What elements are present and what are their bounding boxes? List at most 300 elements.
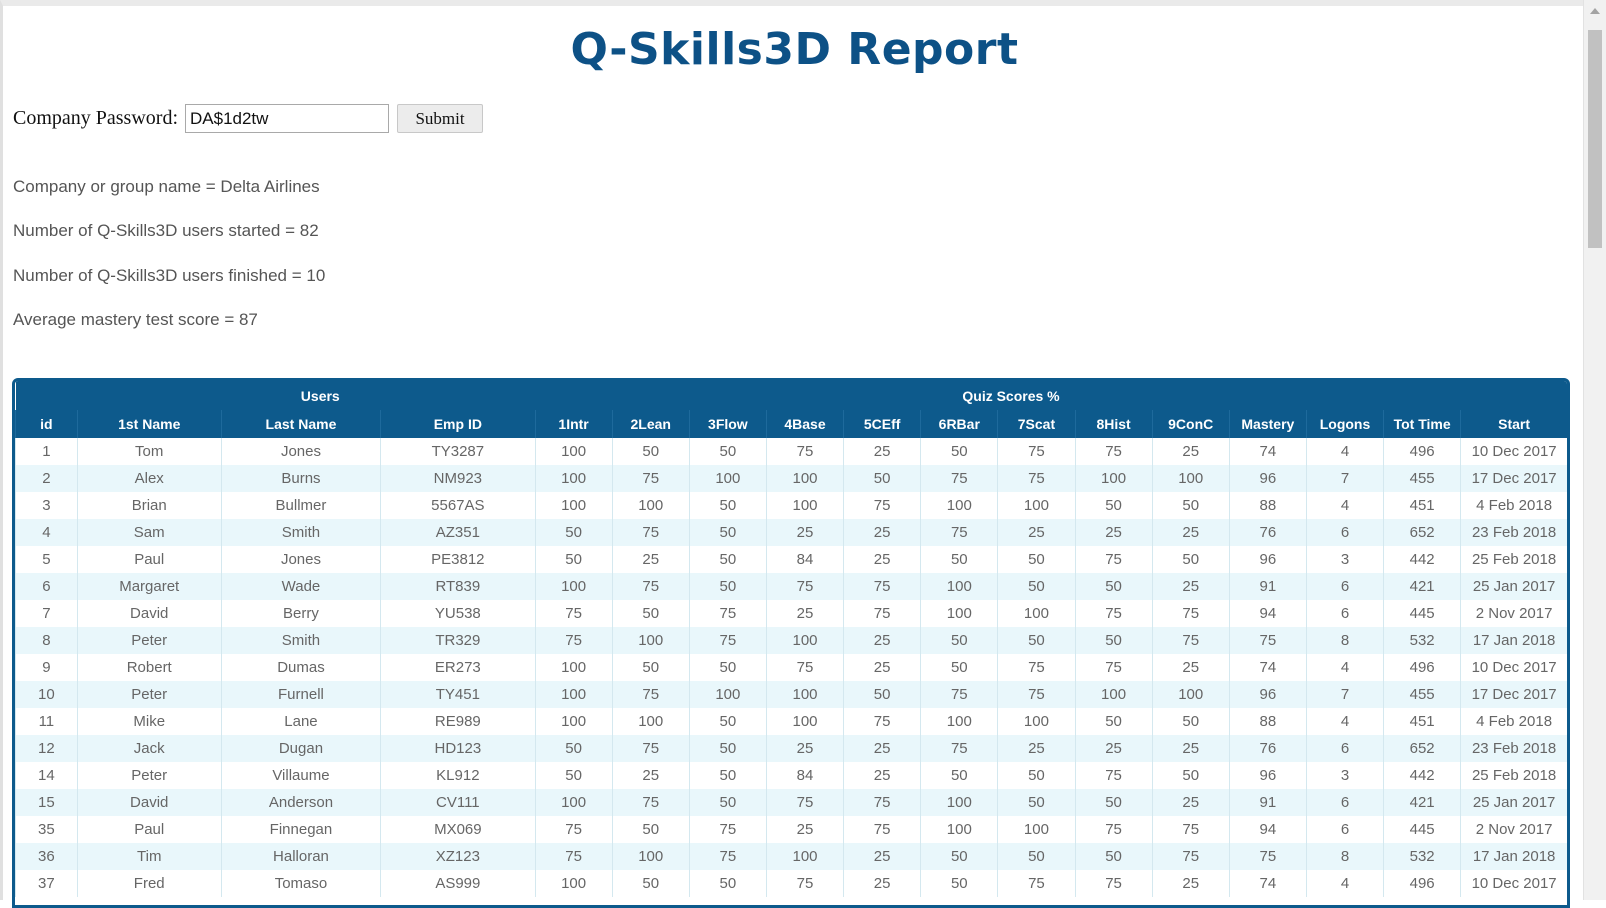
table-cell: 75: [612, 519, 689, 546]
table-cell: Wade: [221, 573, 380, 600]
table-cell: 75: [689, 843, 766, 870]
table-cell: 4: [1306, 492, 1383, 519]
table-cell: 75: [844, 573, 921, 600]
table-cell: 100: [766, 708, 843, 735]
table-cell: 75: [766, 654, 843, 681]
table-cell: 10 Dec 2017: [1461, 654, 1567, 681]
table-cell: 442: [1384, 762, 1461, 789]
table-cell: 3: [16, 492, 78, 519]
table-cell: 100: [1075, 681, 1152, 708]
table-cell: 75: [535, 816, 612, 843]
table-cell: 74: [1229, 654, 1306, 681]
table-cell: 25: [766, 816, 843, 843]
table-cell: 442: [1384, 546, 1461, 573]
table-cell: 100: [689, 465, 766, 492]
table-cell: Alex: [77, 465, 221, 492]
table-cell: 451: [1384, 492, 1461, 519]
table-cell: 50: [1075, 708, 1152, 735]
table-cell: 652: [1384, 735, 1461, 762]
column-header[interactable]: 9ConC: [1152, 410, 1229, 438]
column-header[interactable]: 7Scat: [998, 410, 1075, 438]
table-cell: 50: [1075, 789, 1152, 816]
table-cell: 7: [16, 600, 78, 627]
table-cell: 50: [689, 654, 766, 681]
column-header[interactable]: Last Name: [221, 410, 380, 438]
table-row: [16, 870, 1568, 897]
table-cell: 100: [612, 492, 689, 519]
table-cell: 75: [1152, 627, 1229, 654]
table-cell: 6: [1306, 600, 1383, 627]
table-cell: 50: [921, 627, 998, 654]
table-cell: 50: [535, 735, 612, 762]
table-row: [16, 816, 1568, 843]
column-header[interactable]: 1Intr: [535, 410, 612, 438]
table-cell: 50: [998, 546, 1075, 573]
table-cell: 100: [921, 600, 998, 627]
table-cell: 100: [998, 816, 1075, 843]
table-cell: 25: [844, 735, 921, 762]
table-row: [16, 735, 1568, 762]
table-cell: 50: [689, 573, 766, 600]
table-cell: 75: [1075, 870, 1152, 897]
table-cell: 14: [16, 762, 78, 789]
table-cell: 50: [998, 627, 1075, 654]
table-cell: 100: [921, 708, 998, 735]
table-cell: 50: [1075, 843, 1152, 870]
table-cell: 496: [1384, 654, 1461, 681]
table-cell: Smith: [221, 627, 380, 654]
table-cell: Finnegan: [221, 816, 380, 843]
table-cell: 100: [535, 870, 612, 897]
table-cell: 7: [1306, 681, 1383, 708]
table-cell: 11: [16, 708, 78, 735]
table-cell: 100: [535, 681, 612, 708]
table-cell: 4 Feb 2018: [1461, 492, 1567, 519]
table-cell: 100: [535, 708, 612, 735]
table-row: [16, 681, 1568, 708]
table-cell: 17 Jan 2018: [1461, 627, 1567, 654]
table-cell: Bullmer: [221, 492, 380, 519]
table-cell: 75: [998, 465, 1075, 492]
table-cell: 421: [1384, 573, 1461, 600]
table-cell: Villaume: [221, 762, 380, 789]
table-cell: 100: [1075, 465, 1152, 492]
column-header[interactable]: id: [16, 410, 78, 438]
table-cell: 75: [1075, 438, 1152, 465]
table-row: [16, 762, 1568, 789]
table-cell: 100: [689, 681, 766, 708]
table-cell: 25: [844, 627, 921, 654]
table-cell: TY451: [381, 681, 535, 708]
table-cell: 100: [535, 654, 612, 681]
table-cell: 75: [535, 600, 612, 627]
table-row: [16, 789, 1568, 816]
table-cell: 75: [998, 870, 1075, 897]
table-cell: PE3812: [381, 546, 535, 573]
table-cell: 75: [844, 816, 921, 843]
table-cell: 451: [1384, 708, 1461, 735]
table-cell: 6: [16, 573, 78, 600]
table-cell: Margaret: [77, 573, 221, 600]
column-header[interactable]: 4Base: [766, 410, 843, 438]
column-header[interactable]: Emp ID: [381, 410, 535, 438]
table-cell: 100: [998, 492, 1075, 519]
table-cell: 17 Dec 2017: [1461, 681, 1567, 708]
table-cell: 50: [921, 654, 998, 681]
table-cell: 10 Dec 2017: [1461, 870, 1567, 897]
password-input[interactable]: [185, 104, 389, 133]
table-cell: 75: [1152, 843, 1229, 870]
table-cell: 50: [612, 816, 689, 843]
table-cell: 6: [1306, 816, 1383, 843]
table-cell: 75: [921, 681, 998, 708]
table-cell: 50: [689, 735, 766, 762]
column-header[interactable]: Mastery: [1229, 410, 1306, 438]
table-cell: Mike: [77, 708, 221, 735]
table-row: [16, 465, 1568, 492]
table-cell: 75: [1075, 816, 1152, 843]
table-cell: 532: [1384, 627, 1461, 654]
quiz-scores-group-header: Quiz Scores %: [535, 381, 1567, 410]
table-cell: 2 Nov 2017: [1461, 816, 1567, 843]
table-cell: 75: [998, 438, 1075, 465]
table-cell: 100: [998, 708, 1075, 735]
table-cell: 36: [16, 843, 78, 870]
table-cell: 100: [921, 789, 998, 816]
report-table-container: [12, 378, 1570, 908]
table-cell: Paul: [77, 546, 221, 573]
table-cell: Burns: [221, 465, 380, 492]
table-cell: 25: [844, 870, 921, 897]
password-label: Company Password:: [13, 107, 178, 129]
table-cell: 100: [1152, 681, 1229, 708]
table-cell: 75: [766, 438, 843, 465]
table-cell: 50: [612, 438, 689, 465]
table-cell: 50: [689, 762, 766, 789]
table-cell: 50: [535, 519, 612, 546]
table-row: [16, 438, 1568, 465]
table-cell: 100: [766, 681, 843, 708]
table-row: [16, 843, 1568, 870]
table-cell: 4: [1306, 438, 1383, 465]
table-cell: 96: [1229, 681, 1306, 708]
table-cell: 75: [612, 465, 689, 492]
table-cell: 5567AS: [381, 492, 535, 519]
table-cell: 9: [16, 654, 78, 681]
table-cell: 532: [1384, 843, 1461, 870]
submit-button[interactable]: Submit: [397, 104, 483, 133]
table-cell: 100: [535, 573, 612, 600]
table-row: [16, 654, 1568, 681]
table-cell: 6: [1306, 519, 1383, 546]
table-cell: 25: [1152, 438, 1229, 465]
table-cell: 25: [612, 762, 689, 789]
table-cell: 100: [535, 492, 612, 519]
table-cell: 25: [766, 735, 843, 762]
table-cell: 75: [612, 735, 689, 762]
column-header[interactable]: 6RBar: [921, 410, 998, 438]
table-cell: 25: [844, 519, 921, 546]
table-cell: 75: [998, 681, 1075, 708]
table-cell: 1: [16, 438, 78, 465]
table-cell: 75: [689, 600, 766, 627]
table-cell: 25: [1152, 870, 1229, 897]
table-cell: 100: [1152, 465, 1229, 492]
table-cell: 50: [689, 708, 766, 735]
table-cell: 445: [1384, 600, 1461, 627]
table-cell: 76: [1229, 735, 1306, 762]
table-cell: 75: [998, 654, 1075, 681]
table-cell: Paul: [77, 816, 221, 843]
table-cell: Halloran: [221, 843, 380, 870]
table-cell: 25: [1075, 519, 1152, 546]
table-cell: 50: [998, 573, 1075, 600]
table-cell: 100: [921, 492, 998, 519]
table-cell: 25: [998, 519, 1075, 546]
table-cell: 652: [1384, 519, 1461, 546]
table-cell: 100: [612, 843, 689, 870]
table-cell: 25: [998, 735, 1075, 762]
table-cell: 75: [844, 708, 921, 735]
table-cell: YU538: [381, 600, 535, 627]
table-cell: 100: [535, 789, 612, 816]
column-header[interactable]: 2Lean: [612, 410, 689, 438]
table-cell: CV111: [381, 789, 535, 816]
table-row: [16, 546, 1568, 573]
table-cell: 74: [1229, 438, 1306, 465]
table-cell: 4: [1306, 870, 1383, 897]
table-cell: 75: [1152, 816, 1229, 843]
table-cell: 25 Feb 2018: [1461, 762, 1567, 789]
column-header[interactable]: Start: [1461, 410, 1567, 438]
table-cell: 100: [535, 465, 612, 492]
table-cell: Tom: [77, 438, 221, 465]
table-cell: Lane: [221, 708, 380, 735]
table-cell: Peter: [77, 762, 221, 789]
table-cell: 84: [766, 762, 843, 789]
table-cell: 75: [844, 600, 921, 627]
table-body: [16, 438, 1568, 897]
table-cell: 25: [844, 546, 921, 573]
table-cell: 25 Jan 2017: [1461, 573, 1567, 600]
table-cell: Peter: [77, 681, 221, 708]
table-cell: 455: [1384, 465, 1461, 492]
table-row: [16, 519, 1568, 546]
table-cell: Smith: [221, 519, 380, 546]
table-cell: 75: [689, 627, 766, 654]
table-cell: 50: [921, 546, 998, 573]
column-header[interactable]: Tot Time: [1384, 410, 1461, 438]
table-cell: 50: [921, 762, 998, 789]
table-cell: TY3287: [381, 438, 535, 465]
page-title: Q-Skills3D Report: [570, 24, 1019, 75]
table-cell: 12: [16, 735, 78, 762]
table-cell: 50: [689, 789, 766, 816]
table-cell: 75: [535, 843, 612, 870]
table-cell: 496: [1384, 438, 1461, 465]
column-header-row: [16, 410, 1568, 438]
table-cell: 4: [1306, 708, 1383, 735]
table-cell: 75: [844, 492, 921, 519]
table-cell: 8: [16, 627, 78, 654]
table-cell: 17 Dec 2017: [1461, 465, 1567, 492]
table-cell: 50: [612, 654, 689, 681]
table-cell: David: [77, 789, 221, 816]
table-cell: ER273: [381, 654, 535, 681]
table-cell: 100: [535, 438, 612, 465]
table-cell: 100: [766, 492, 843, 519]
table-cell: Dumas: [221, 654, 380, 681]
table-cell: RE989: [381, 708, 535, 735]
table-cell: 50: [1075, 627, 1152, 654]
table-cell: Furnell: [221, 681, 380, 708]
table-cell: 50: [689, 870, 766, 897]
table-cell: Jack: [77, 735, 221, 762]
table-cell: KL912: [381, 762, 535, 789]
table-cell: Tim: [77, 843, 221, 870]
table-cell: 3: [1306, 762, 1383, 789]
table-cell: 50: [689, 492, 766, 519]
table-cell: 50: [998, 762, 1075, 789]
table-cell: 3: [1306, 546, 1383, 573]
table-cell: 94: [1229, 816, 1306, 843]
company-name-text: Company or group name = Delta Airlines: [13, 177, 320, 196]
vertical-scrollbar[interactable]: [1583, 0, 1606, 900]
table-cell: 75: [766, 870, 843, 897]
table-cell: 10 Dec 2017: [1461, 438, 1567, 465]
table-cell: 75: [689, 816, 766, 843]
table-cell: 50: [689, 519, 766, 546]
table-cell: 23 Feb 2018: [1461, 519, 1567, 546]
table-cell: Tomaso: [221, 870, 380, 897]
table-cell: 25: [1152, 519, 1229, 546]
table-cell: 50: [535, 762, 612, 789]
scroll-up-arrow-icon[interactable]: [1590, 8, 1600, 14]
table-cell: 50: [612, 870, 689, 897]
table-cell: 50: [1075, 492, 1152, 519]
table-cell: 91: [1229, 789, 1306, 816]
table-cell: 496: [1384, 870, 1461, 897]
table-cell: 96: [1229, 465, 1306, 492]
table-row: [16, 600, 1568, 627]
table-cell: 50: [689, 546, 766, 573]
table-cell: 75: [766, 573, 843, 600]
table-cell: 75: [921, 735, 998, 762]
table-cell: 75: [612, 789, 689, 816]
table-cell: 50: [1075, 573, 1152, 600]
table-cell: 50: [1152, 762, 1229, 789]
table-cell: 25: [612, 546, 689, 573]
table-cell: Jones: [221, 546, 380, 573]
table-cell: Peter: [77, 627, 221, 654]
column-header[interactable]: 8Hist: [1075, 410, 1152, 438]
column-header[interactable]: 1st Name: [77, 410, 221, 438]
table-cell: 96: [1229, 762, 1306, 789]
table-cell: 4: [1306, 654, 1383, 681]
table-cell: 74: [1229, 870, 1306, 897]
table-cell: 50: [1152, 546, 1229, 573]
table-cell: 100: [766, 465, 843, 492]
table-cell: 50: [998, 843, 1075, 870]
table-cell: 6: [1306, 573, 1383, 600]
table-cell: 76: [1229, 519, 1306, 546]
average-score-text: Average mastery test score = 87: [13, 310, 258, 329]
table-cell: 75: [1229, 627, 1306, 654]
report-table: [15, 381, 1567, 897]
table-cell: AZ351: [381, 519, 535, 546]
table-cell: 75: [844, 789, 921, 816]
users-finished-text: Number of Q-Skills3D users finished = 10: [13, 266, 326, 285]
table-cell: 75: [1075, 654, 1152, 681]
table-cell: 25: [844, 843, 921, 870]
table-cell: 75: [1152, 600, 1229, 627]
table-cell: 50: [612, 600, 689, 627]
column-header[interactable]: 5CEff: [844, 410, 921, 438]
users-group-header: Users: [16, 381, 536, 410]
table-cell: 88: [1229, 708, 1306, 735]
table-row: [16, 492, 1568, 519]
table-cell: 50: [998, 789, 1075, 816]
table-cell: 75: [612, 681, 689, 708]
table-cell: Dugan: [221, 735, 380, 762]
table-cell: AS999: [381, 870, 535, 897]
table-cell: HD123: [381, 735, 535, 762]
table-cell: 75: [612, 573, 689, 600]
table-cell: Brian: [77, 492, 221, 519]
table-cell: 421: [1384, 789, 1461, 816]
table-cell: 25: [844, 654, 921, 681]
table-cell: 25 Jan 2017: [1461, 789, 1567, 816]
table-cell: 50: [844, 465, 921, 492]
table-cell: 6: [1306, 789, 1383, 816]
table-cell: 25: [1152, 573, 1229, 600]
table-cell: 50: [844, 681, 921, 708]
table-cell: 100: [766, 843, 843, 870]
table-cell: 25 Feb 2018: [1461, 546, 1567, 573]
table-cell: 50: [921, 438, 998, 465]
table-cell: 100: [766, 627, 843, 654]
table-cell: 25: [766, 600, 843, 627]
scrollbar-thumb[interactable]: [1588, 30, 1602, 248]
table-cell: 25: [1152, 654, 1229, 681]
table-cell: 37: [16, 870, 78, 897]
table-cell: 25: [1075, 735, 1152, 762]
table-cell: 91: [1229, 573, 1306, 600]
table-cell: 10: [16, 681, 78, 708]
table-cell: David: [77, 600, 221, 627]
table-row: [16, 708, 1568, 735]
table-cell: Berry: [221, 600, 380, 627]
column-header[interactable]: 3Flow: [689, 410, 766, 438]
table-cell: 100: [612, 627, 689, 654]
password-form: [13, 104, 483, 133]
table-cell: 25: [766, 519, 843, 546]
table-cell: 50: [535, 546, 612, 573]
table-cell: 75: [535, 627, 612, 654]
table-cell: 23 Feb 2018: [1461, 735, 1567, 762]
table-cell: 6: [1306, 735, 1383, 762]
table-cell: 4: [16, 519, 78, 546]
table-cell: 96: [1229, 546, 1306, 573]
table-cell: 100: [998, 600, 1075, 627]
table-cell: 75: [921, 519, 998, 546]
table-cell: 75: [1229, 843, 1306, 870]
table-cell: 94: [1229, 600, 1306, 627]
table-cell: 50: [1152, 492, 1229, 519]
table-cell: 2: [16, 465, 78, 492]
column-header[interactable]: Logons: [1306, 410, 1383, 438]
table-cell: XZ123: [381, 843, 535, 870]
